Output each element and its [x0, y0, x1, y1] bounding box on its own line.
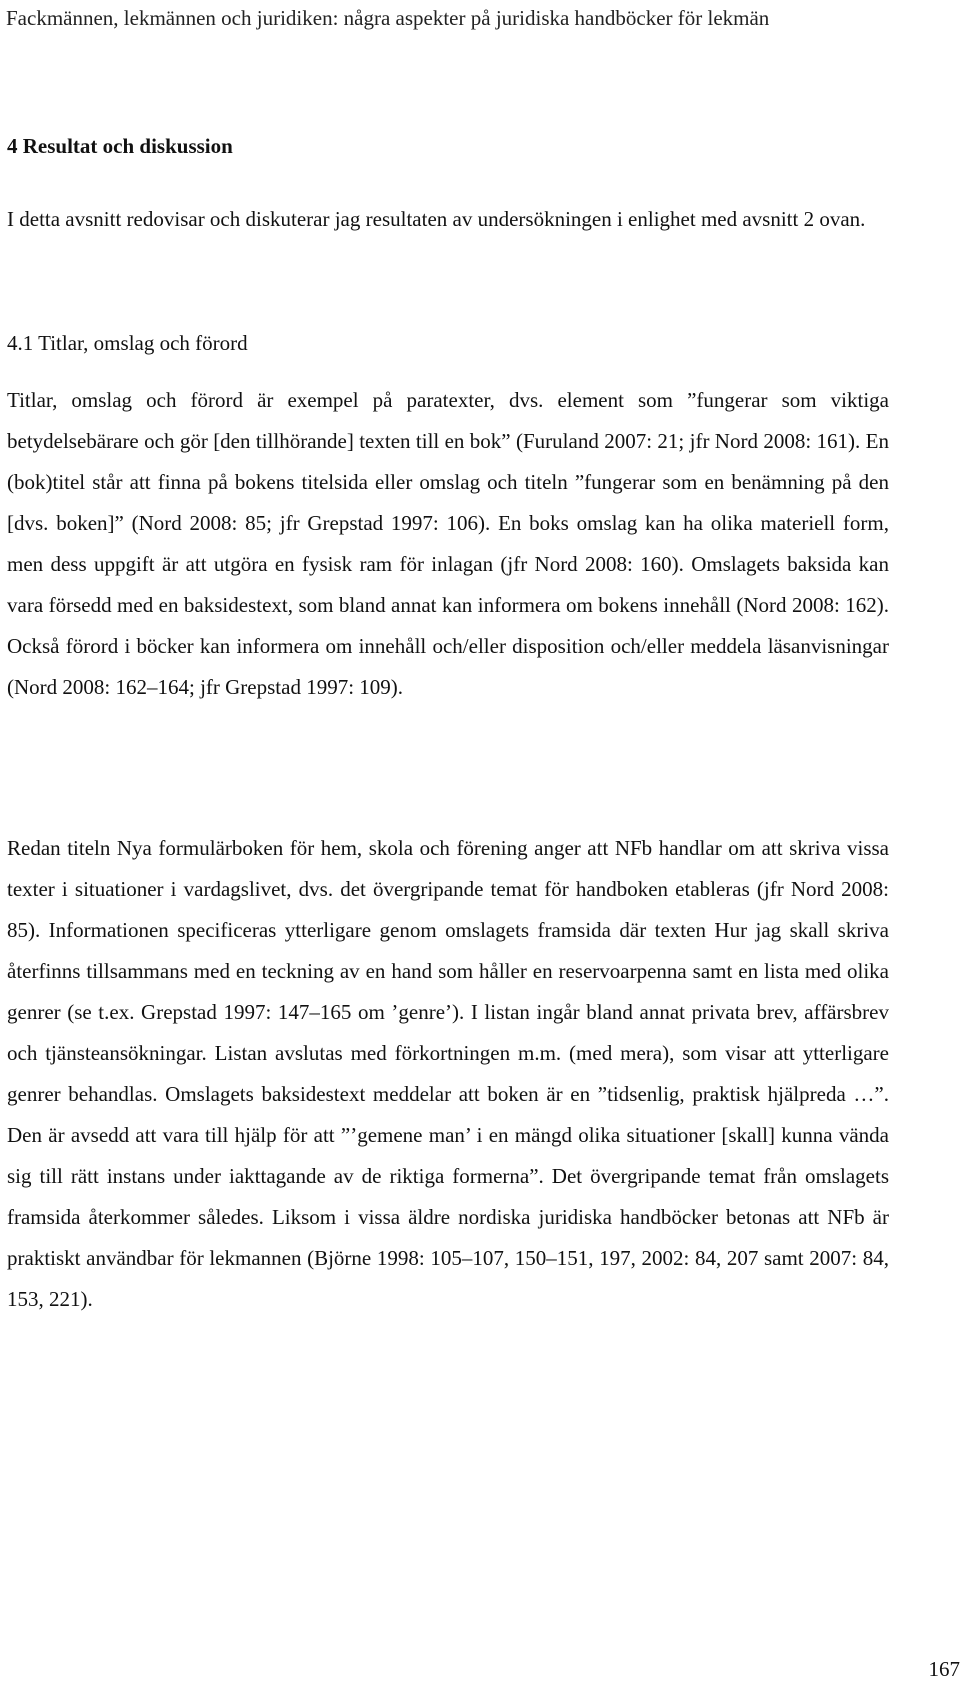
page-number: 167	[928, 1657, 960, 1681]
running-header: Fackmännen, lekmännen och juridiken: några aspekter på juridiska handböcker för lekmän	[6, 6, 770, 30]
body-paragraph: Titlar, omslag och förord är exempel på paratexter, dvs. element som ”fungerar som viktiga betydelsebärare och gör [den tillhörande] texten till en bok” (Furuland 2007: 21; jfr Nord 2008: 161). En (bok)titel står att finna på bokens titelsida eller omslag och titeln ”fungerar som en benämning på den [dvs. boken]” (Nord 2008: 85; jfr Grepstad 1997: 106). En boks omslag kan ha olika materiell form, men dess uppgift är att utgöra en fysisk ram för inlagan (jfr Nord 2008: 160). Omslagets baksida kan vara försedd med en baksidestext, som bland annat kan informera om bokens innehåll (Nord 2008: 162). Också förord i böcker kan informera om innehåll och/eller disposition och/eller meddela läsanvisningar (Nord 2008: 162–164; jfr Grepstad 1997: 109).	[7, 388, 889, 699]
body-paragraph: Redan titeln Nya formulärboken för hem, skola och förening anger att NFb handlar om att skriva vissa texter i situationer i vardagslivet, dvs. det övergripande temat för handboken etableras (jfr Nord 2008: 85). Informationen specificeras ytterligare genom omslagets framsida där texten Hur jag skall skriva återfinns tillsammans med en teckning av en hand som håller en reservoarpenna samt en lista med olika genrer (se t.ex. Grepstad 1997: 147–165 om ’genre’). I listan ingår bland annat privata brev, affärsbrev och tjänsteansökningar. Listan avslutas med förkortningen m.m. (med mera), som visar att ytterligare genrer behandlas. Omslagets baksidestext meddelar att boken är en ”tidsenlig, praktisk hjälpreda …”. Den är avsedd att vara till hjälp för att ”’gemene man’ i en mängd olika situationer [skall] kunna vända sig till rätt instans under iakttagande av de riktiga formerna”. Det övergripande temat från omslagets framsida återkommer således. Liksom i vissa äldre nordiska juridiska handböcker betonas att NFb är praktiskt användbar för lekmannen (Björne 1998: 105–107, 150–151, 197, 2002: 84, 207 samt 2007: 84, 153, 221).	[7, 836, 889, 1311]
chapter-intro-paragraph: I detta avsnitt redovisar och diskuterar jag resultaten av undersökningen i enlighet med avsnitt 2 ovan.	[7, 207, 866, 231]
chapter-heading: 4 Resultat och diskussion	[7, 134, 233, 158]
section-heading: 4.1 Titlar, omslag och förord	[7, 331, 248, 355]
